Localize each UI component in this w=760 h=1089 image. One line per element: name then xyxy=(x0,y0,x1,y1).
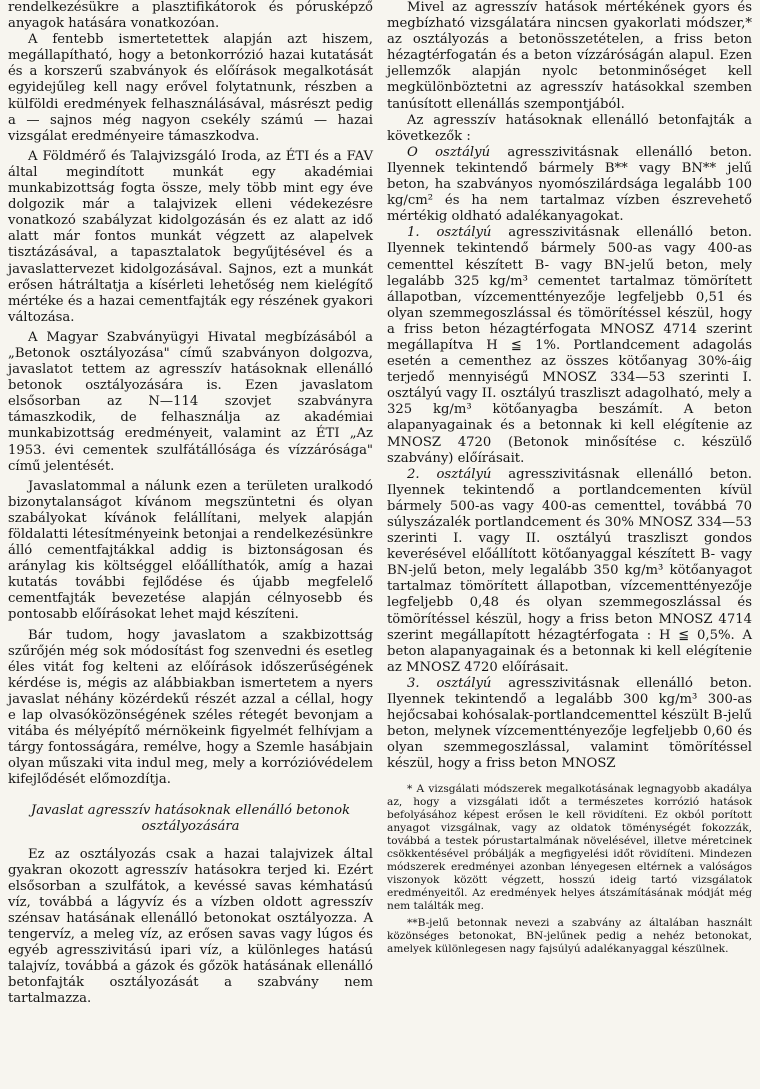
class-3-paragraph xyxy=(387,676,752,773)
paragraph: Ez az osztályozás csak a hazai talajvizek által gyakran okozott agresszív hatásokra terjed ki. Ezért elsősorban a szulfátok, a kevéssé savas kémhatású víz, továbbá a lágyvíz és a vízben oldott agresszív szénsav hatásának ellenálló betonokat osztályozza. A tengervíz, a meleg víz, az erősen savas vagy lúgos és egyéb agresszivitású ipari víz, a különleges hatású talajvíz, továbbá a gázok és gőzök hatásának ellenálló betonfajták osztályozását a szabvány nem tartalmazza. xyxy=(8,846,373,1007)
left-column xyxy=(8,0,373,1089)
section-heading: Javaslat agresszív hatásoknak ellenálló betonok osztályozására xyxy=(30,802,351,834)
class-text: agresszivitásnak ellenálló beton. Ilyennek tekintendő a portlandcementen kívül bármely 500-as vagy 400-as cementtel, továbbá 70 súlyszázalék portlandcement és 30% MNOSZ 334—53 szerinti I. vagy II. osztályú traszliszt gondos keverésével előállított kötőanyaggal készített B- vagy BN-jelű beton, mely legalább 350 kg/m³ kötőanyagot tartalmaz tömörített állapotban, vízcementtényezője legfeljebb 0,48 és olyan szemmegoszlással és tömörítéssel készül, hogy a friss beton MNOSZ 4714 szerint megállapított hézagtérfogata : H ≦ 0,5%. A beton alapanyagainak és a betonnak ki kell elégítenie az MNOSZ 4720 előírásait. xyxy=(387,466,752,675)
class-1-paragraph xyxy=(387,225,752,466)
class-text: agresszivitásnak ellenálló beton. Ilyennek tekintendő bármely B** vagy BN** jelű beton, ha szabványos nyomószilárdsága legalább 100 kg/cm² és ha nem tartalmaz vízben észrevehető mértékig oldható adalékanyagokat. xyxy=(387,144,752,225)
paragraph: A Magyar Szabványügyi Hivatal megbízásából a „Betonok osztályozása" című szabványon dolgozva, javaslatot tettem az agresszív hatásoknak ellenálló betonok osztályozására is. Ezen javaslatom elsősorban az N—114 szovjet szabványra támaszkodik, de felhasználja az akadémiai munkabizottság eredményeit, valamint az ÉTI „Az 1953. évi cementek szulfátállósága és vízzárósága" című jelentését. xyxy=(8,329,373,474)
class-2-paragraph xyxy=(387,467,752,676)
paragraph: Javaslatommal a nálunk ezen a területen uralkodó bizonytalanságot kívánom megszüntetni és olyan szabályokat kívánok felállítani, melyek alapján földalatti létesítményeink betonjai a rendelkezésünkre álló cementfajtákkal addig is biztonságosan és aránylag kis költséggel előállíthatók, amíg a hazai kutatás további fejlődése és újabb megfelelő cementfajták bevezetése alapján célnyosebb és pontosabb előírásokat lehet majd készíteni. xyxy=(8,478,373,623)
class-label: 1. osztályú xyxy=(407,225,492,241)
class-label: 3. osztályú xyxy=(407,675,492,691)
paragraph: Bár tudom, hogy javaslatom a szakbizottság szűrőjén még sok módosítást fog szenvedni és esetleg éles vitát fog kelteni az előírások időszerűségének kérdése is, mégis az alábbiakban ismertetem a nyers javaslat néhány közérdekű részét azzal a céllal, hogy e lap olvasóközönségének széles rétegét bevonjam a vitába és mélyépítő mérnökeink figyelmét felhívjam a tárgy fontosságára, remélve, hogy a Szemle hasábjain olyan műszaki vita indul meg, mely a korrózióvédelem kifejlődését előmozdítja. xyxy=(8,627,373,788)
paragraph: A fentebb ismertetettek alapján azt hiszem, megállapítható, hogy a betonkorrózió hazai kutatását és a korszerű szabványok és előírások megalkotását egyidejűleg kell nagy erővel folytatnunk, részben a külföldi eredmények felhasználásával, másrészt pedig a — sajnos még nagyon csekély számú — hazai vizsgálat eredményeire támaszkodva. xyxy=(8,32,373,144)
paragraph: Mivel az agresszív hatások mértékének gyors és megbízható vizsgálatára nincsen gyakorlati módszer,* az osztályozás a betonösszetételen, a friss beton hézagtérfogatán és a beton vízzáróságán alapul. Ezen jellemzők alapján nyolc betonminőséget kell megkülönböztetni az agresszív hatásokkal szemben tanúsított ellenállás szempontjából. xyxy=(387,0,752,112)
footnotes xyxy=(387,783,752,956)
footnote: **B-jelű betonnak nevezi a szabvány az általában használt közönséges betonokat, BN-jelűnek pedig a nehéz betonokat, amelyek különlegesen nagy fajsúlyú adalékanyaggal készülnek. xyxy=(387,916,752,955)
paragraph: Az agresszív hatásoknak ellenálló betonfajták a következők : xyxy=(387,112,752,144)
class-label: 2. osztályú xyxy=(407,466,492,482)
class-label: O osztályú xyxy=(407,144,491,160)
right-column xyxy=(387,0,752,1089)
class-text: agresszivitásnak ellenálló beton. Ilyennek tekintendő bármely 500-as vagy 400-as cementtel készített B- vagy BN-jelű beton, mely legalább 325 kg/m³ cementet tartalmaz tömörített állapotban, vízcementtényezője legfeljebb 0,51 és olyan szemmegoszlással és tömörítéssel készül, hogy a friss beton hézagtérfogata MNOSZ 4714 szerint megállapítva H ≦ 1%. Portlandcement adagolás esetén a cementhez az összes kötőanyag 30%-áig terjedő mennyiségű MNOSZ 334—53 szerinti I. osztályú vagy II. osztályú traszliszt adagolható, mely a 325 kg/m³ kötőanyagba beszámít. A beton alapanyagainak és a betonnak ki kell elégítenie az MNOSZ 4720 (Betonok minősítése c. készülő szabvány) előírásait. xyxy=(387,225,752,466)
footnote: * A vizsgálati módszerek megalkotásának legnagyobb akadálya az, hogy a vizsgálati időt a természetes korrózió hatások befolyásához képest erősen le kell rövidíteni. Ez okból porított anyagot vizsgálnak, vagy az oldatok töménységét fokozzák, továbbá a testek pórustartalmának növelésével, illetve méretcinek csökkentésével próbálják a megfigyelési időt rövidíteni. Mindezen módszerek eredményei azonban lényegesen eltérnek a valóságos viszonyok között végzett, hosszú ideig tartó vizsgálatok eredményeitől. Az eredmények helyes átszámításának módját még nem találták meg. xyxy=(387,782,752,912)
paragraph: rendelkezésükre a plasztifikátorok és pórusképző anyagok hatására vonatkozóan. xyxy=(8,0,373,32)
class-text: agresszivitásnak ellenálló beton. Ilyennek tekintendő a legalább 300 kg/m³ 300-as hejőcsabai kohósalak-portlandcementtel készült B-jelű beton, melynek vízcementtényezője legfeljebb 0,60 és olyan szemmegoszlással, valamint tömörítéssel készül, hogy a friss beton MNOSZ xyxy=(387,675,752,772)
paragraph: A Földmérő és Talajvizsgáló Iroda, az ÉTI és a FAV által megindított munkát egy akadémiai munkabizottság fogta össze, mely több mint egy éve dolgozik már a talajvizek elleni védekezésre vonatkozó szabályzat kidolgozásán és ez alatt az idő alatt már fontos munkát végzett az alapelvek tisztázásával, a tapasztalatok begyűjtésével és a javaslattervezet kidolgozásával. Sajnos, ezt a munkát erősen hátráltatja a kísérleti lehetőség nem kielégítő mértéke és a hazai cementfajták egy részének gyakori változása. xyxy=(8,148,373,325)
class-0-paragraph xyxy=(387,145,752,225)
